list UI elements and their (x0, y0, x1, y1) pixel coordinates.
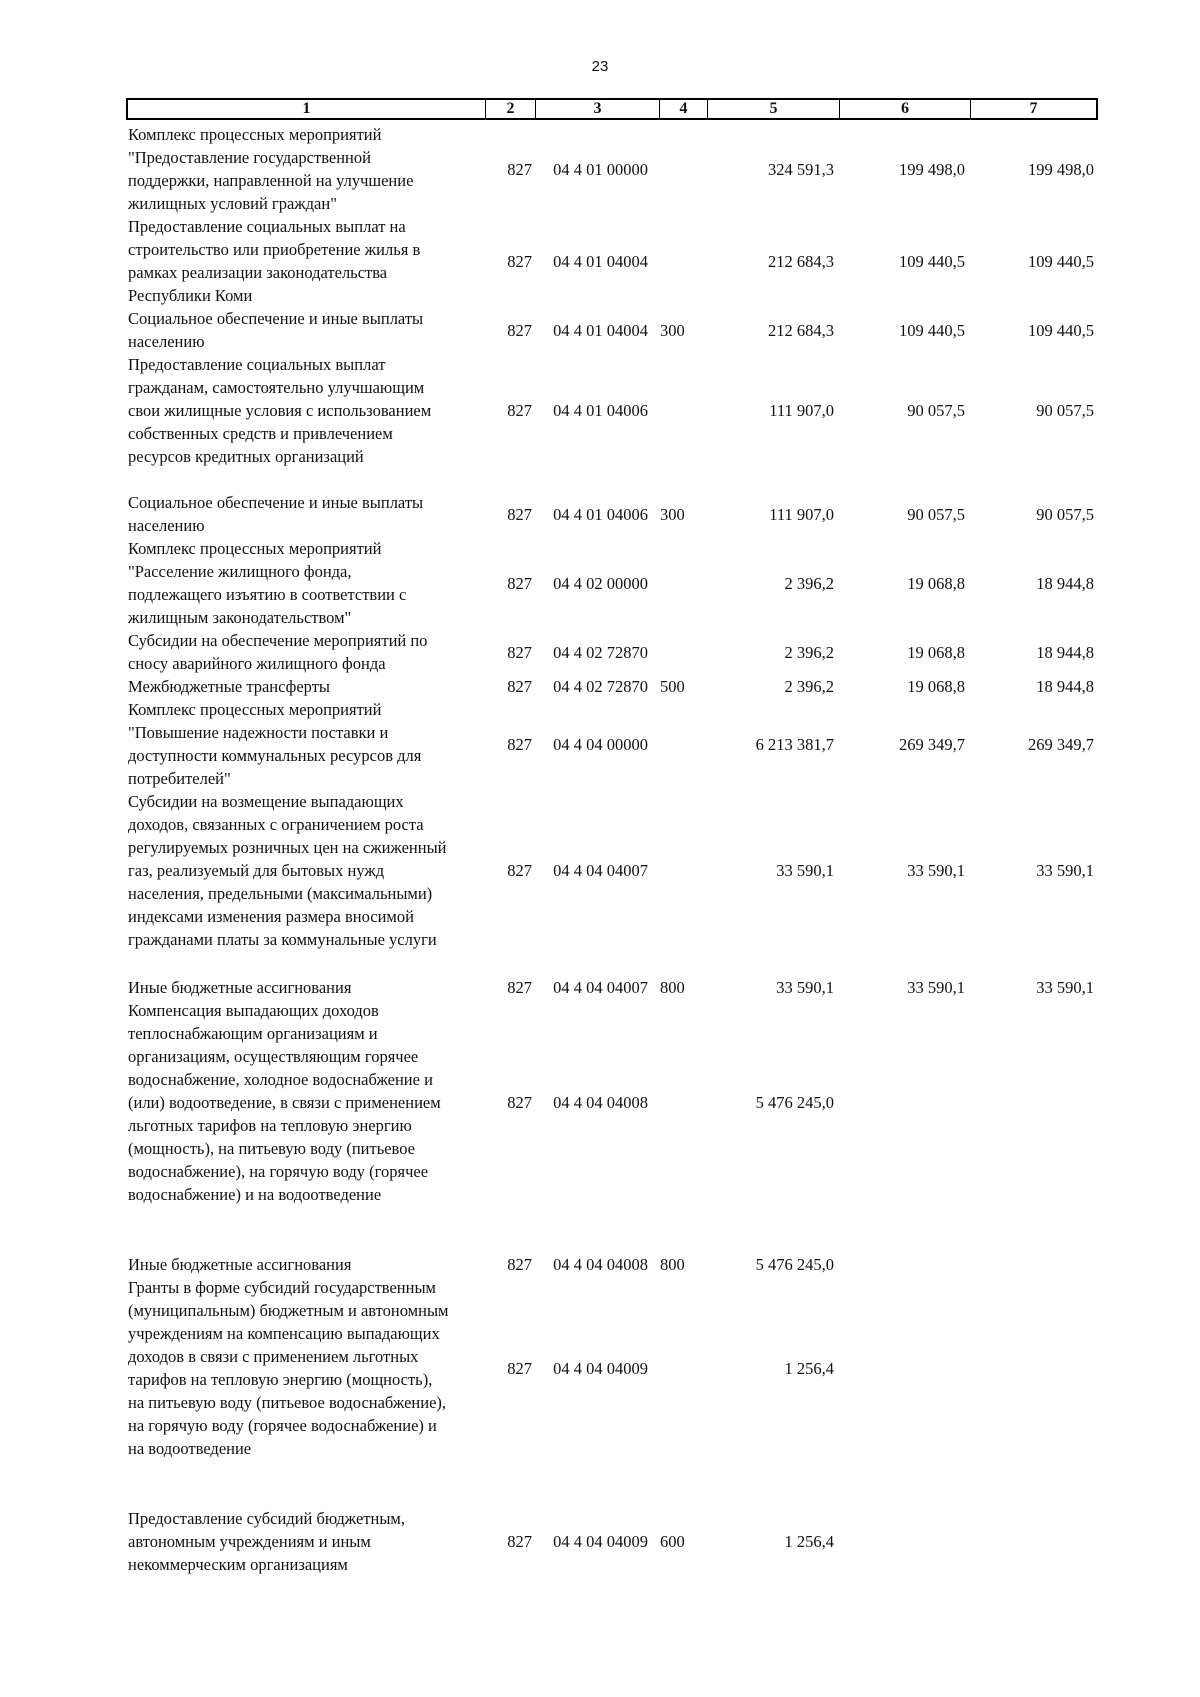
row-amount-col-7: 199 498,0 (1028, 159, 1094, 179)
page-number: 23 (591, 58, 609, 75)
row-target-article: 04 4 02 72870 (553, 642, 648, 662)
header-col-5: 5 (708, 100, 840, 118)
row-department-code: 827 (507, 1532, 532, 1551)
row-amount-col-7: 109 440,5 (1028, 251, 1094, 271)
table-row (126, 353, 1098, 468)
row-amount-col-7: 18 944,8 (1036, 642, 1094, 662)
row-amount-col-5: 1 256,4 (784, 1532, 834, 1551)
header-col-6: 6 (840, 100, 971, 118)
row-target-article: 04 4 04 00000 (553, 734, 648, 754)
table-row (126, 1253, 1098, 1276)
table-row (126, 790, 1098, 951)
row-department-code: 827 (507, 159, 532, 179)
table-row (126, 698, 1098, 790)
row-target-article: 04 4 01 04004 (553, 251, 648, 271)
row-department-code: 827 (507, 978, 532, 997)
row-amount-col-5: 33 590,1 (776, 861, 834, 880)
row-amount-col-5: 5 476 245,0 (755, 1255, 834, 1274)
table-row (126, 1507, 1098, 1576)
row-target-article: 04 4 04 04008 (553, 1093, 648, 1112)
row-amount-col-5: 33 590,1 (776, 978, 834, 997)
row-amount-col-5: 111 907,0 (769, 504, 834, 524)
table-header (126, 98, 1098, 120)
table-row (126, 491, 1098, 537)
row-description: Социальное обеспечение и иные выплаты населению (128, 493, 424, 535)
row-amount-col-6: 33 590,1 (907, 861, 965, 880)
row-amount-col-7: 33 590,1 (1036, 978, 1094, 997)
row-description: Комплекс процессных мероприятий "Повышение надежности поставки и доступности коммунальных ресурсов для потребителей" (128, 700, 422, 788)
table-row (126, 1276, 1098, 1460)
row-amount-col-5: 6 213 381,7 (755, 734, 834, 754)
header-col-1: 1 (128, 100, 486, 118)
row-target-article: 04 4 01 00000 (553, 159, 648, 179)
row-amount-col-7: 18 944,8 (1036, 677, 1094, 696)
row-target-article: 04 4 04 04009 (553, 1532, 648, 1551)
row-amount-col-7: 90 057,5 (1036, 401, 1094, 420)
row-amount-col-6: 199 498,0 (899, 159, 965, 179)
table-row (126, 537, 1098, 629)
row-expense-type: 800 (660, 1255, 685, 1274)
row-department-code: 827 (507, 642, 532, 662)
row-amount-col-6: 90 057,5 (907, 504, 965, 524)
row-amount-col-6: 19 068,8 (907, 677, 965, 696)
header-col-3: 3 (536, 100, 660, 118)
row-amount-col-5: 1 256,4 (784, 1358, 834, 1378)
row-amount-col-6: 19 068,8 (907, 642, 965, 662)
row-description: Предоставление социальных выплат гражданам, самостоятельно улучшающим свои жилищные условия с использованием собственных средств и привлечением ресурсов кредитных организаций (128, 355, 432, 466)
row-amount-col-7: 33 590,1 (1036, 861, 1094, 880)
row-amount-col-6: 90 057,5 (907, 401, 965, 420)
row-description: Социальное обеспечение и иные выплаты населению (128, 309, 424, 351)
row-amount-col-7: 90 057,5 (1036, 504, 1094, 524)
row-expense-type: 800 (660, 978, 685, 997)
header-col-7: 7 (1029, 100, 1038, 117)
row-description: Гранты в форме субсидий государственным (муниципальным) бюджетным и автономным учреждениям на компенсацию выпадающих доходов в связи с применением льготных тарифов на тепловую энергию (мощность), на питьевую воду (питьевое водоснабжение), на горячую воду (горячее водоснабжение) и на водоотведение (128, 1278, 449, 1458)
row-target-article: 04 4 04 04007 (553, 978, 648, 997)
row-amount-col-6: 33 590,1 (907, 978, 965, 997)
row-department-code: 827 (507, 677, 532, 696)
row-amount-col-6: 109 440,5 (899, 320, 965, 340)
row-department-code: 827 (507, 320, 532, 340)
row-description: Комплекс процессных мероприятий "Расселение жилищного фонда, подлежащего изъятию в соответствии с жилищным законодательством" (128, 539, 407, 627)
row-department-code: 827 (507, 504, 532, 524)
table-row (126, 675, 1098, 698)
row-amount-col-7: 109 440,5 (1028, 320, 1094, 340)
row-expense-type: 600 (660, 1532, 685, 1551)
row-target-article: 04 4 02 00000 (553, 573, 648, 593)
row-target-article: 04 4 02 72870 (553, 677, 648, 696)
row-description: Иные бюджетные ассигнования (128, 978, 352, 997)
row-department-code: 827 (507, 251, 532, 271)
row-amount-col-5: 212 684,3 (768, 251, 834, 271)
row-target-article: 04 4 04 04007 (553, 861, 648, 880)
header-col-2: 2 (486, 100, 536, 118)
row-expense-type: 300 (660, 504, 685, 524)
row-department-code: 827 (507, 734, 532, 754)
row-expense-type: 500 (660, 677, 685, 696)
row-amount-col-5: 111 907,0 (769, 401, 834, 420)
row-amount-col-5: 2 396,2 (784, 642, 834, 662)
row-amount-col-6: 109 440,5 (899, 251, 965, 271)
row-description: Комплекс процессных мероприятий "Предоставление государственной поддержки, направленной на улучшение жилищных условий граждан" (128, 125, 414, 213)
row-amount-col-6: 19 068,8 (907, 573, 965, 593)
row-amount-col-5: 324 591,3 (768, 159, 834, 179)
row-target-article: 04 4 01 04006 (553, 401, 648, 420)
row-expense-type: 300 (660, 320, 685, 340)
row-description: Предоставление субсидий бюджетным, автономным учреждениям и иным некоммерческим организациям (128, 1509, 405, 1574)
row-amount-col-6: 269 349,7 (899, 734, 965, 754)
table-row (126, 123, 1098, 215)
row-description: Межбюджетные трансферты (128, 677, 331, 696)
row-target-article: 04 4 01 04004 (553, 320, 648, 340)
table-row (126, 215, 1098, 307)
row-department-code: 827 (507, 573, 532, 593)
row-department-code: 827 (507, 1255, 532, 1274)
row-amount-col-7: 269 349,7 (1028, 734, 1094, 754)
row-target-article: 04 4 01 04006 (553, 504, 648, 524)
table-row (126, 307, 1098, 353)
row-description: Субсидии на возмещение выпадающих доходов, связанных с ограничением роста регулируемых розничных цен на сжиженный газ, реализуемый для бытовых нужд населения, предельными (максимальными) индексами изменения размера вносимой гражданами платы за коммунальные услуги (128, 792, 447, 949)
row-amount-col-5: 2 396,2 (784, 573, 834, 593)
row-description: Иные бюджетные ассигнования (128, 1255, 352, 1274)
row-amount-col-5: 5 476 245,0 (755, 1093, 834, 1112)
row-target-article: 04 4 04 04009 (553, 1358, 648, 1378)
row-department-code: 827 (507, 861, 532, 880)
row-target-article: 04 4 04 04008 (553, 1255, 648, 1274)
table-row (126, 629, 1098, 675)
row-description: Предоставление социальных выплат на строительство или приобретение жилья в рамках реализации законодательства Республики Коми (128, 217, 421, 305)
table-row (126, 976, 1098, 999)
row-description: Субсидии на обеспечение мероприятий по сносу аварийного жилищного фонда (128, 631, 428, 673)
table-row (126, 999, 1098, 1206)
header-col-4: 4 (660, 100, 708, 118)
row-amount-col-7: 18 944,8 (1036, 573, 1094, 593)
row-amount-col-5: 212 684,3 (768, 320, 834, 340)
row-amount-col-5: 2 396,2 (784, 677, 834, 696)
row-department-code: 827 (507, 401, 532, 420)
row-department-code: 827 (507, 1093, 532, 1112)
row-department-code: 827 (507, 1358, 532, 1378)
row-description: Компенсация выпадающих доходов теплоснабжающим организациям и организациям, осуществляющим горячее водоснабжение, холодное водоснабжение и (или) водоотведение, в связи с применением льготных тарифов на тепловую энергию (мощность), на питьевую воду (питьевое водоснабжение), на горячую воду (горячее водоснабжение) и на водоотведение (128, 1001, 441, 1204)
